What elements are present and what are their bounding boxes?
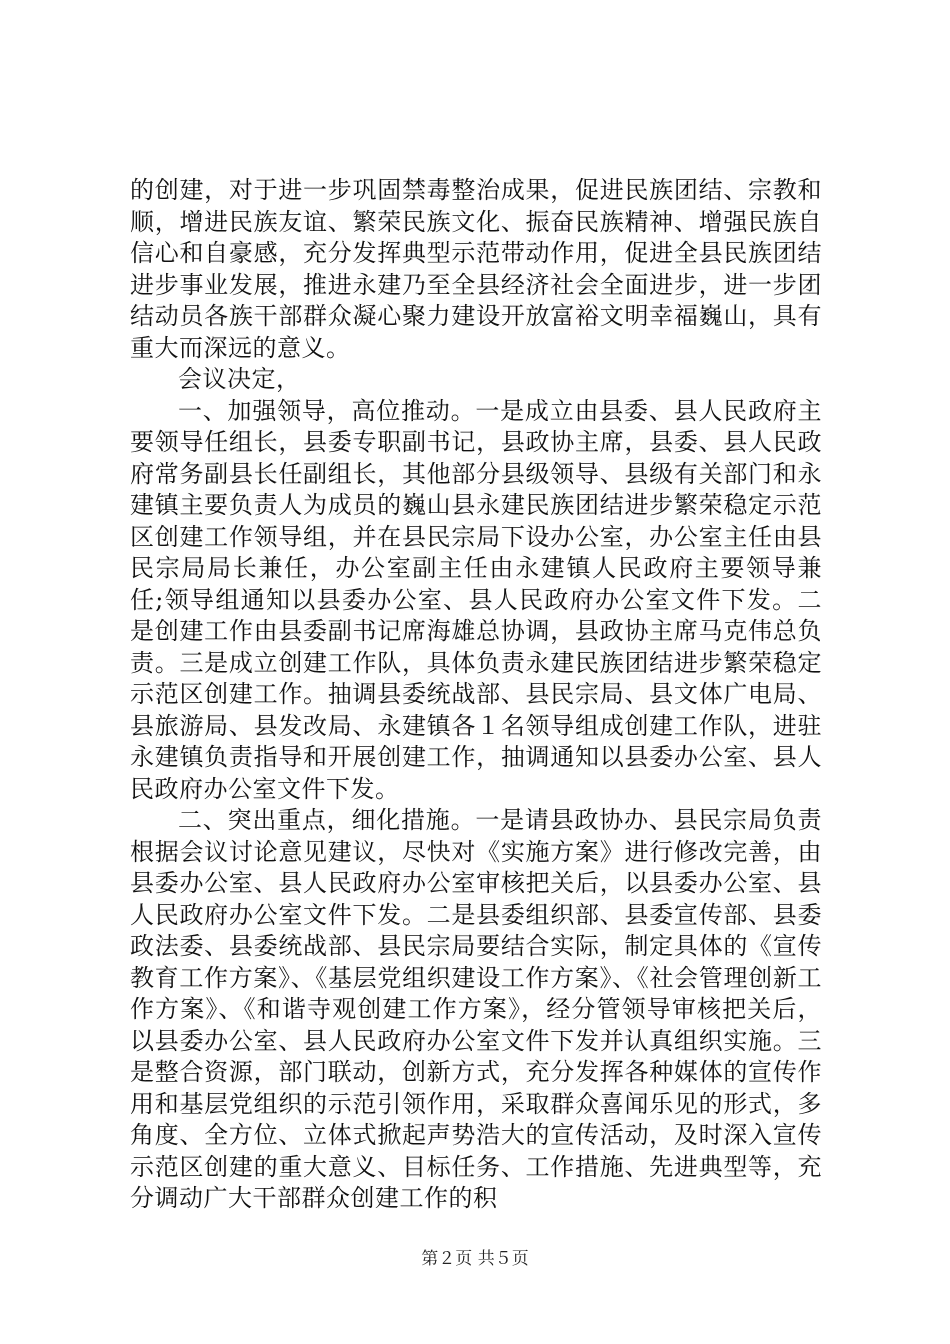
page-number-footer: 第２页 共５页 bbox=[421, 1249, 529, 1269]
document-body bbox=[130, 175, 822, 1215]
paragraph-item-one: 一、加强领导，高位推动。一是成立由县委、县人民政府主要领导任组长，县委专职副书记，县政协主席，县委、县人民政府常务副县长任副组长，其他部分县级领导、县级有关部门和永建镇主要负责人为成员的巍山县永建民族团结进步繁荣稳定示范区创建工作领导组，并在县民宗局下设办公室，办公室主任由县民宗局局长兼任，办公室副主任由永建镇人民政府主要领导兼任;领导组通知以县委办公室、县人民政府办公室文件下发。二是创建工作由县委副书记席海雄总协调，县政协主席马克伟总负责。三是成立创建工作队，具体负责永建民族团结进步繁荣稳定示范区创建工作。抽调县委统战部、县民宗局、县文体广电局、县旅游局、县发改局、永建镇各１名领导组成创建工作队，进驻永建镇负责指导和开展创建工作，抽调通知以县委办公室、县人民政府办公室文件下发。 bbox=[130, 396, 822, 803]
paragraph-continuation: 的创建，对于进一步巩固禁毒整治成果，促进民族团结、宗教和顺，增进民族友谊、繁荣民族文化、振奋民族精神、增强民族自信心和自豪感，充分发挥典型示范带动作用，促进全县民族团结进步事业发展，推进永建乃至全县经济社会全面进步，进一步团结动员各族干部群众凝心聚力建设开放富裕文明幸福巍山，具有重大而深远的意义。 bbox=[130, 176, 822, 362]
paragraph-item-two: 二、突出重点，细化措施。一是请县政协办、县民宗局负责根据会议讨论意见建议，尽快对《实施方案》进行修改完善，由县委办公室、县人民政府办公室审核把关后，以县委办公室、县人民政府办公室文件下发。二是县委组织部、县委宣传部、县委政法委、县委统战部、县民宗局要结合实际，制定具体的《宣传教育工作方案》、《基层党组织建设工作方案》、《社会管理创新工作方案》、《和谐寺观创建工作方案》，经分管领导审核把关后，以县委办公室、县人民政府办公室文件下发并认真组织实施。三是整合资源，部门联动，创新方式，充分发挥各种媒体的宣传作用和基层党组织的示范引领作用，采取群众喜闻乐见的形式，多角度、全方位、立体式掀起声势浩大的宣传活动，及时深入宣传示范区创建的重大意义、目标任务、工作措施、先进典型等，充分调动广大干部群众创建工作的积 bbox=[130, 806, 822, 1212]
paragraph-meeting-decision: 会议决定， bbox=[178, 365, 301, 393]
